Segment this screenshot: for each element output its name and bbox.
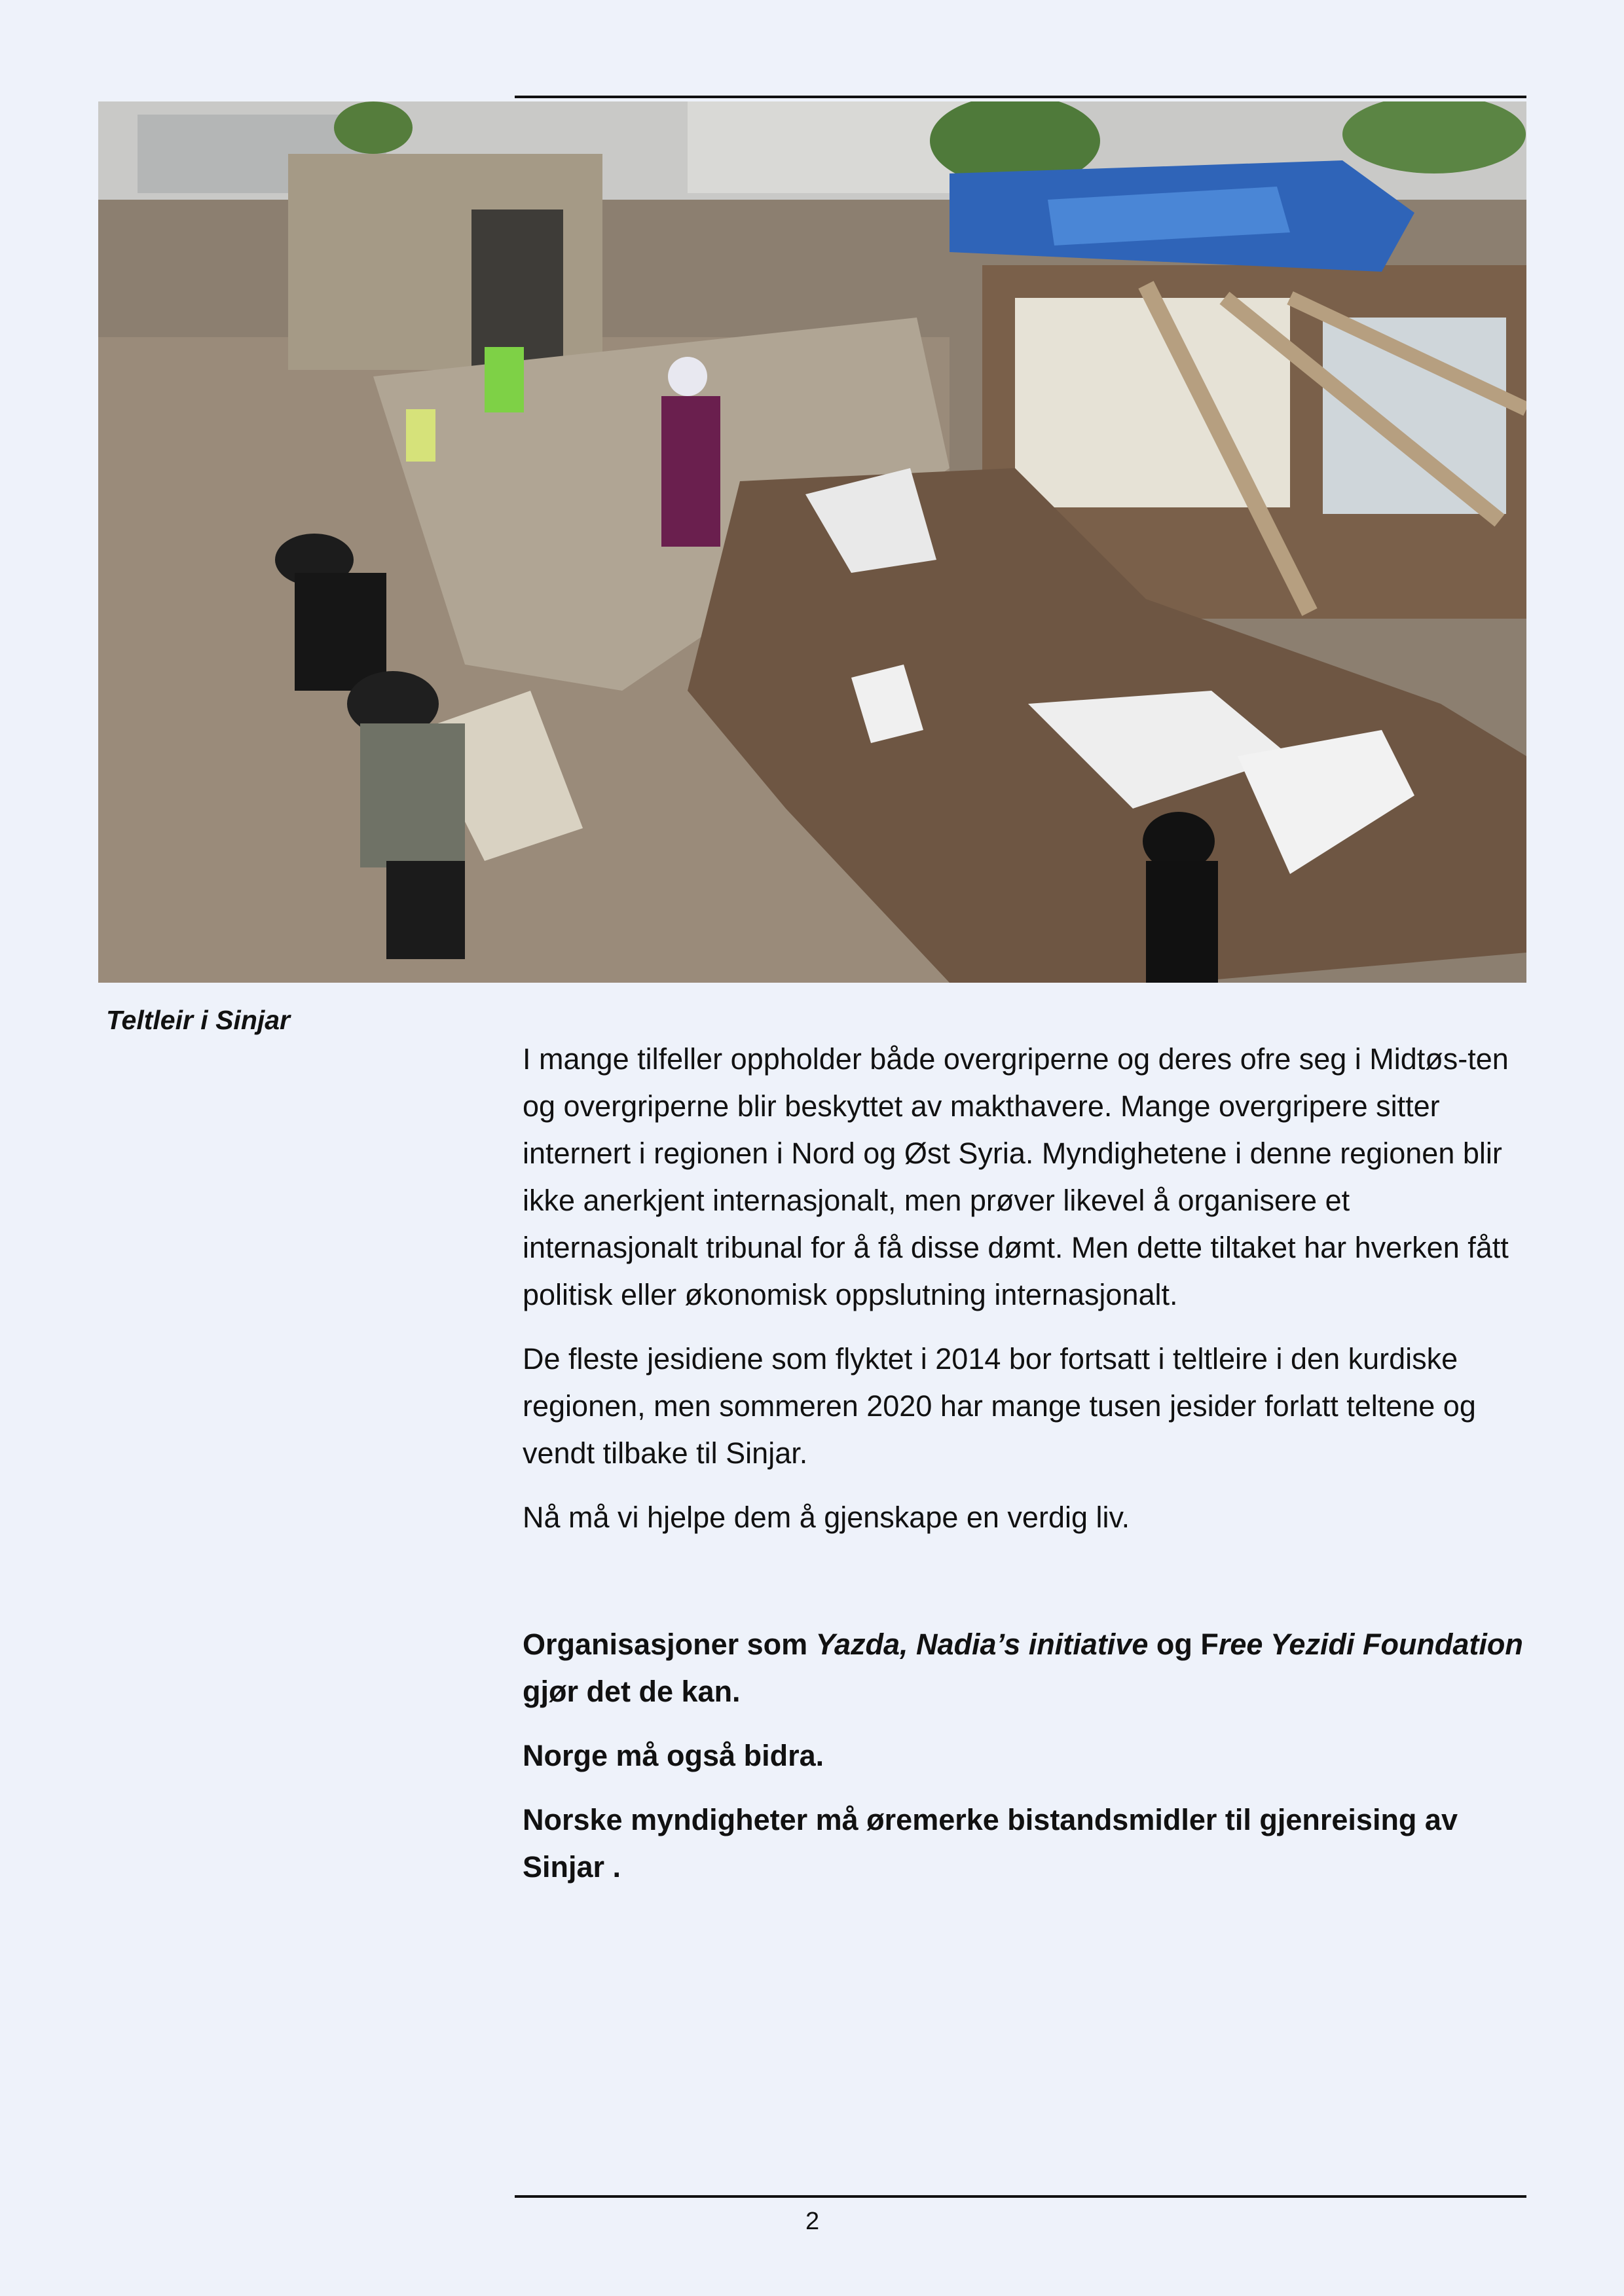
cta-prefix: Organisasjoner som [523, 1628, 816, 1661]
paragraph-spacer [523, 1558, 1524, 1621]
cta-connector: og F [1148, 1628, 1219, 1661]
paragraph-1: I mange tilfeller oppholder både overgriperne og deres ofre seg i Midtøs-ten og overgriperne blir beskyttet av makthavere. Mange overgripere sitter internert i regionen i Nord og Øst Syria. Myndighetene i denne regionen blir ikke anerkjent internasjonalt, men prøver likevel å organisere et internasjonalt tribunal for å få disse dømt. Men dette tiltaket har hverken fått politisk eller økonomisk oppslutning internasjonalt. [523, 1042, 1509, 1311]
call-to-action-norway: Norge må også bidra. [523, 1739, 824, 1772]
cta-suffix: gjør det de kan. [523, 1675, 741, 1708]
header-rule [515, 96, 1526, 98]
call-to-action-organisations [523, 1621, 1524, 1715]
cta-org-name-3: ree Yezidi Foundation [1218, 1628, 1523, 1661]
paragraph-3: Nå må vi hjelpe dem å gjenskape en verdig liv. [523, 1501, 1130, 1534]
body-text [523, 1036, 1524, 1908]
cta-org-names: Yazda, Nadia’s initiative [815, 1628, 1149, 1661]
paragraph-2: De fleste jesidiene som flyktet i 2014 bor fortsatt i teltleire i den kurdiske regionen, men sommeren 2020 har mange tusen jesider forlatt teltene og vendt tilbake til Sinjar. [523, 1342, 1476, 1470]
camp-photo-illustration [98, 101, 1526, 983]
footer-rule [515, 2195, 1526, 2198]
call-to-action-funding: Norske myndigheter må øremerke bistandsmidler til gjenreising av Sinjar . [523, 1803, 1458, 1884]
camp-photo [98, 101, 1526, 983]
page-number: 2 [805, 2208, 820, 2235]
photo-caption: Teltleir i Sinjar [106, 1005, 291, 1035]
